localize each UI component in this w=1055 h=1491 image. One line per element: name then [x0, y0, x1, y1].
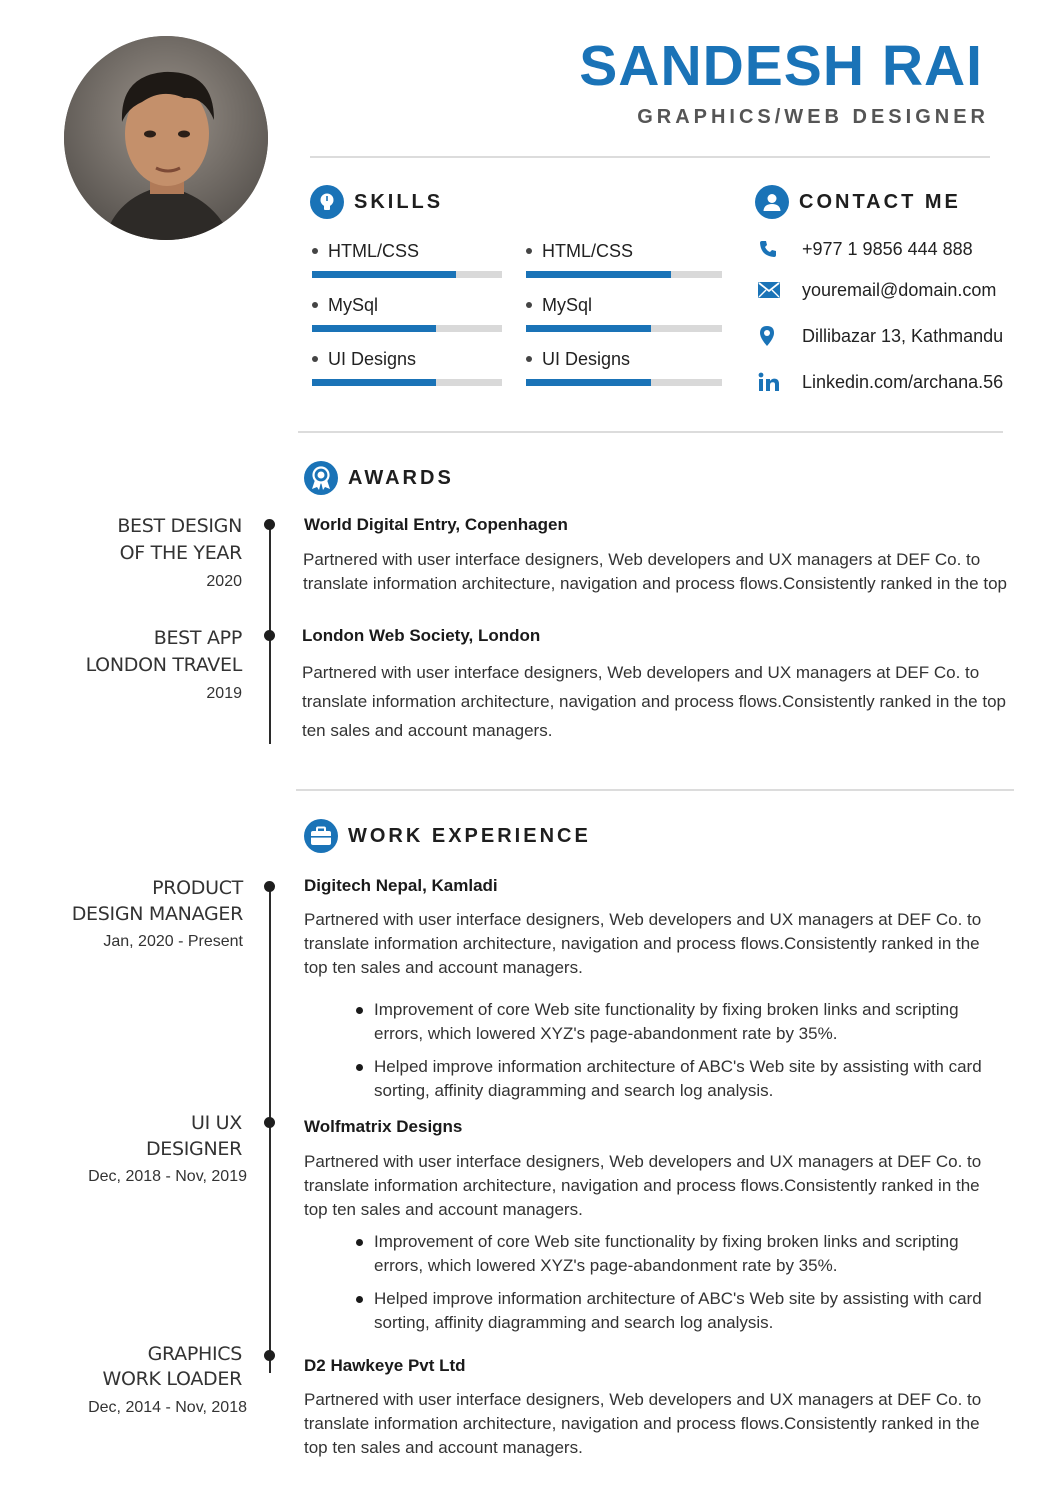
description-line: translate information architecture, navigation and process flows.Consistently ranked in the top	[302, 692, 1006, 711]
bullet	[526, 248, 532, 254]
bullet-line: Helped improve information architecture of ABC's Web site by assisting with card	[374, 1289, 982, 1308]
skill-item	[526, 239, 722, 278]
skill-label: UI Designs	[328, 348, 417, 369]
skills-heading	[310, 185, 443, 219]
description-line: Partnered with user interface designers, Web developers and UX managers at DEF Co. to	[304, 1390, 982, 1409]
award-name-line: OF THE YEAR	[119, 542, 242, 564]
award-title: London Web Society, London	[302, 626, 541, 645]
bullet	[526, 356, 532, 362]
job-role-line: WORK LOADER	[102, 1368, 242, 1390]
skill-bar	[526, 379, 722, 386]
skill-item	[312, 347, 502, 386]
skill-item	[312, 239, 502, 278]
contact-address	[758, 323, 1003, 349]
map-pin-icon	[758, 325, 802, 347]
linkedin-icon	[758, 372, 802, 392]
timeline-dot	[264, 1350, 275, 1361]
description-line: top ten sales and account managers.	[304, 1438, 583, 1457]
contact-heading	[755, 185, 961, 219]
bullet-item	[356, 1287, 1026, 1335]
timeline-dot	[264, 630, 275, 641]
award-name-line: BEST APP	[153, 627, 242, 649]
bullet-line: sorting, affinity diagramming and search log analysis.	[374, 1313, 774, 1332]
job-bullets	[356, 998, 1026, 1112]
skill-label: MySql	[542, 294, 593, 315]
skill-bar-fill	[312, 325, 436, 332]
profile-photo	[64, 36, 268, 240]
skill-bar	[312, 379, 502, 386]
job-description	[304, 1150, 1024, 1222]
skill-label: HTML/CSS	[328, 240, 420, 261]
job-description	[304, 1388, 1024, 1460]
award-year: 2020	[206, 573, 242, 590]
contact-title: CONTACT ME	[799, 190, 961, 213]
skill-bar	[526, 271, 722, 278]
award-name-line: BEST DESIGN	[117, 515, 242, 537]
job-description	[304, 908, 1024, 980]
contact-email	[758, 277, 996, 303]
work-title: WORK EXPERIENCE	[348, 824, 591, 847]
bullet	[312, 248, 318, 254]
award-year: 2019	[206, 685, 242, 702]
briefcase-icon	[304, 819, 338, 853]
job-role-line: GRAPHICS	[147, 1343, 242, 1365]
description-line: ten sales and account managers.	[302, 721, 553, 740]
award-name	[117, 513, 242, 567]
email-text: youremail@domain.com	[802, 279, 997, 300]
skill-bar	[312, 271, 502, 278]
job-role-line: PRODUCT	[152, 877, 243, 899]
timeline-dot	[264, 881, 275, 892]
award-description	[302, 658, 1027, 745]
bullet-line: errors, which lowered XYZ's page-abandonment rate by 35%.	[374, 1256, 838, 1275]
bullet-line: Improvement of core Web site functionality by fixing broken links and scripting	[374, 1232, 959, 1251]
bullet	[312, 302, 318, 308]
job-dates: Dec, 2014 - Nov, 2018	[88, 1399, 247, 1416]
work-heading	[304, 819, 591, 853]
skill-bar-fill	[526, 271, 671, 278]
skill-item	[526, 347, 722, 386]
skill-bar-fill	[312, 271, 456, 278]
address-text: Dillibazar 13, Kathmandu	[802, 325, 1004, 346]
job-role-line: DESIGNER	[145, 1138, 242, 1160]
skill-bar	[526, 325, 722, 332]
linkedin-text[interactable]: Linkedin.com/archana.56	[802, 371, 1004, 392]
job-bullets	[356, 1230, 1026, 1344]
skill-label: MySql	[328, 294, 379, 315]
bullet-line: sorting, affinity diagramming and search log analysis.	[374, 1081, 774, 1100]
job-role-line: UI UX	[191, 1112, 242, 1134]
lightbulb-icon	[310, 185, 344, 219]
award-description	[303, 548, 1023, 596]
header-divider	[310, 156, 990, 158]
skill-bar-fill	[312, 379, 436, 386]
contact-phone	[758, 236, 973, 262]
description-line: top ten sales and account managers.	[304, 958, 583, 977]
candidate-name: SANDESH RAI	[579, 34, 983, 98]
description-line: translate information architecture, navigation and process flows.Consistently ranked in the	[304, 1414, 980, 1433]
bullet-line: Helped improve information architecture of ABC's Web site by assisting with card	[374, 1057, 982, 1076]
user-icon	[755, 185, 789, 219]
job-role	[146, 1110, 242, 1162]
envelope-icon	[758, 282, 802, 298]
award-icon	[304, 461, 338, 495]
bullet-line: Improvement of core Web site functionality by fixing broken links and scripting	[374, 1000, 959, 1019]
skill-item	[312, 293, 502, 332]
description-line: Partnered with user interface designers, Web developers and UX managers at DEF Co. to	[302, 663, 980, 682]
skill-bar-fill	[526, 379, 651, 386]
description-line: translate information architecture, navigation and process flows.Consistently ranked in the	[304, 1176, 980, 1195]
timeline-line	[269, 883, 271, 1373]
company-name: D2 Hawkeye Pvt Ltd	[304, 1356, 466, 1375]
bullet-item	[356, 998, 1026, 1046]
bullet	[312, 356, 318, 362]
description-line: translate information architecture, navigation and process flows.Consistently ranked in the	[304, 934, 980, 953]
award-title: World Digital Entry, Copenhagen	[304, 515, 568, 534]
award-name	[86, 625, 242, 679]
description-line: top ten sales and account managers.	[304, 1200, 583, 1219]
phone-text: +977 1 9856 444 888	[802, 238, 973, 259]
skill-label: HTML/CSS	[542, 240, 634, 261]
skill-bar-fill	[526, 325, 651, 332]
skills-title: SKILLS	[354, 190, 444, 213]
award-name-line: LONDON TRAVEL	[85, 654, 242, 676]
job-dates: Jan, 2020 - Present	[103, 933, 243, 950]
awards-title: AWARDS	[348, 466, 454, 489]
timeline-dot	[264, 1117, 275, 1128]
bullet-item	[356, 1230, 1026, 1278]
description-line: translate information architecture, navigation and process flows.Consistently ranked in the top	[303, 574, 1007, 593]
job-role	[72, 875, 243, 927]
description-line: Partnered with user interface designers, Web developers and UX managers at DEF Co. to	[303, 550, 981, 569]
job-role-line: DESIGN MANAGER	[71, 903, 243, 925]
job-role	[102, 1342, 242, 1392]
skill-item	[526, 293, 722, 332]
description-line: Partnered with user interface designers, Web developers and UX managers at DEF Co. to	[304, 910, 982, 929]
skill-bar	[312, 325, 502, 332]
company-name: Wolfmatrix Designs	[304, 1117, 463, 1136]
description-line: Partnered with user interface designers, Web developers and UX managers at DEF Co. to	[304, 1152, 982, 1171]
bullet-item	[356, 1055, 1026, 1103]
job-title: GRAPHICS/WEB DESIGNER	[637, 106, 989, 128]
timeline-dot	[264, 519, 275, 530]
section-divider	[298, 431, 1003, 433]
bullet	[526, 302, 532, 308]
awards-heading	[304, 461, 454, 495]
bullet-line: errors, which lowered XYZ's page-abandonment rate by 35%.	[374, 1024, 838, 1043]
job-dates: Dec, 2018 - Nov, 2019	[88, 1168, 247, 1185]
company-name: Digitech Nepal, Kamladi	[304, 876, 498, 895]
contact-linkedin[interactable]	[758, 369, 1003, 395]
section-divider	[296, 789, 1014, 791]
skill-label: UI Designs	[542, 348, 631, 369]
phone-icon	[758, 239, 802, 259]
